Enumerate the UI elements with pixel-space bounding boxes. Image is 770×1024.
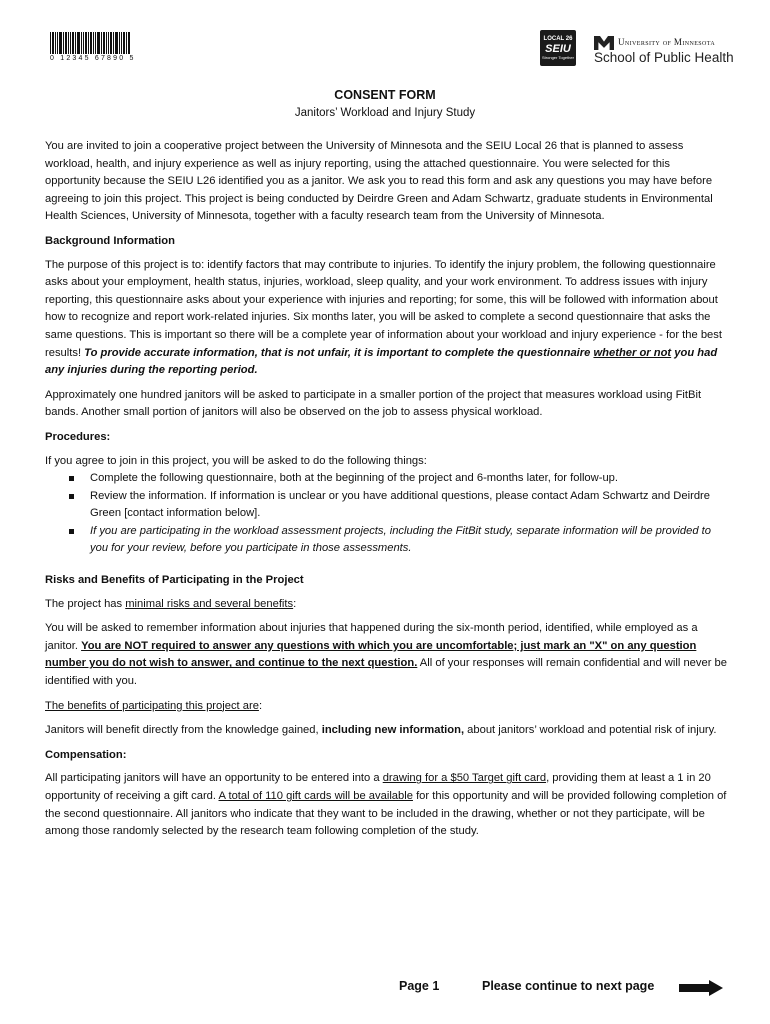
background-paragraph — [45, 257, 727, 380]
compensation-heading: Compensation: — [45, 748, 127, 761]
arrow-right-icon — [679, 980, 723, 996]
compensation-drawing: drawing for a $50 Target gift card — [382, 772, 547, 785]
risks-paragraph — [45, 620, 727, 690]
barcode-number: 0 12345 67890 5 — [50, 55, 136, 62]
background-emphasis-underline: whether or not — [593, 346, 672, 359]
risks-intro-underline: minimal risks and several benefits — [125, 597, 294, 610]
procedures-heading: Procedures: — [45, 430, 111, 443]
benefits-heading — [45, 698, 727, 716]
barcode — [50, 32, 134, 66]
intro-paragraph: You are invited to join a cooperative project between the University of Minnesota and the SEIU Local 26 that is planned to assess workload, health, and injury experience as well as injury reporting, using the attached questionnaire. You were selected for this opportunity because the SEIU L26 identified you as a janitor. We ask you to read this form and ask any questions you may have before agreeing to join this project. This project is being conducted by Deirdre Green and Adam Schwartz, graduate students in Environmental Health Sciences, University of Minnesota, together with a faculty research team from the University of Minnesota. — [45, 140, 713, 223]
risks-text-c: All of your responses will remain confidential and will never be identified with you. — [45, 657, 727, 688]
consent-body — [45, 138, 727, 848]
risks-text-emphasis: You are NOT required to answer any questions with which you are uncomfortable; just mark an "X" on any question number you do not wish to answer, and continue to the next question. — [45, 639, 697, 670]
benefits-heading-underline: The benefits of participating this project are — [45, 699, 259, 712]
risks-intro-a: The project has — [45, 597, 126, 610]
umn-university-name: University of Minnesota — [618, 37, 716, 47]
risks-text-a: You will be asked to remember information about injuries that happened during the six-month period, identified, while employed as a janitor. — [45, 622, 698, 652]
compensation-paragraph — [45, 770, 727, 840]
benefits-paragraph — [45, 722, 727, 740]
benefits-text-c: about janitors’ workload and potential risk of injury. — [464, 724, 717, 737]
list-item: Review the information. If information is unclear or you have additional questions, please contact Adam Schwartz and Deirdre Green [contact information below]. — [90, 488, 727, 523]
seiu-logo-line1: LOCAL 26 — [543, 36, 573, 42]
fitbit-paragraph: Approximately one hundred janitors will be asked to participate in a smaller portion of the project that measures workload using FitBit bands. Another small portion of janitors will also be observed on the job to assess physical workload. — [45, 388, 702, 419]
risks-intro-b: : — [293, 597, 297, 610]
page-subtitle: Janitors’ Workload and Injury Study — [294, 107, 476, 119]
compensation-text-c: for this opportunity and will be provided following completion of the second questionnaire. All janitors who indicate that they want to be included in the drawing, whether or not they participate, will be among those randomly selected by the research team following completion of the study. — [45, 790, 727, 838]
page-title: CONSENT FORM — [334, 88, 436, 102]
procedures-list — [45, 470, 727, 558]
list-item: Complete the following questionnaire, both at the beginning of the project and 6-months later, for follow-up. — [90, 470, 727, 488]
benefits-text-bold: including new information, — [321, 724, 465, 737]
risks-heading: Risks and Benefits of Participating in the Project — [45, 574, 304, 587]
umn-m-icon — [594, 36, 614, 50]
page-number: Page 1 — [399, 979, 440, 993]
background-emphasis-a: To provide accurate information, that is not unfair, it is important to complete the questionnaire — [84, 346, 594, 359]
continue-text: Please continue to next page — [482, 979, 655, 993]
seiu-logo-line3: Stronger Together — [542, 55, 574, 60]
procedures-intro: If you agree to join in this project, you will be asked to do the following things: — [45, 454, 427, 467]
compensation-text-a: All participating janitors will have an opportunity to be entered into a — [45, 772, 383, 785]
background-text: The purpose of this project is to: identify factors that may contribute to injuries. To identify the injury problem, the following questionnaire asks about your employment, health status, injuries, workload, sleep quality, and your work environment. To address issues with injury reporting, this questionnaire asks about your experience with injuries and reporting; for some, this will be followed with information about how to recognize and report work-related injuries. Six months later, you will be asked to complete a second questionnaire that asks the same questions. This is important so there will be a complete year of information about your workload and injury experience - for the best results! — [45, 258, 722, 359]
compensation-total: A total of 110 gift cards will be available — [218, 790, 413, 802]
compensation-text-b: , providing them at least a 1 in 20 opportunity of receiving a gift card. — [45, 772, 711, 802]
list-item-text: If you are participating in the workload assessment projects, including the FitBit study, separate information will be provided to you for your review, before you participate in those assessments. — [90, 524, 712, 555]
background-heading: Background Information — [45, 234, 175, 247]
umn-school-name: School of Public Health — [594, 50, 734, 65]
barcode-bars — [50, 32, 134, 54]
benefits-heading-colon: : — [258, 699, 263, 712]
risks-intro — [45, 596, 727, 614]
benefits-text-a: Janitors will benefit directly from the knowledge gained, — [45, 724, 322, 737]
background-emphasis-b: you had any injuries during the reporting period. — [45, 346, 718, 377]
list-item — [90, 523, 727, 558]
seiu-logo-line2: SEIU — [545, 43, 571, 55]
seiu-local-26-logo — [540, 30, 576, 66]
